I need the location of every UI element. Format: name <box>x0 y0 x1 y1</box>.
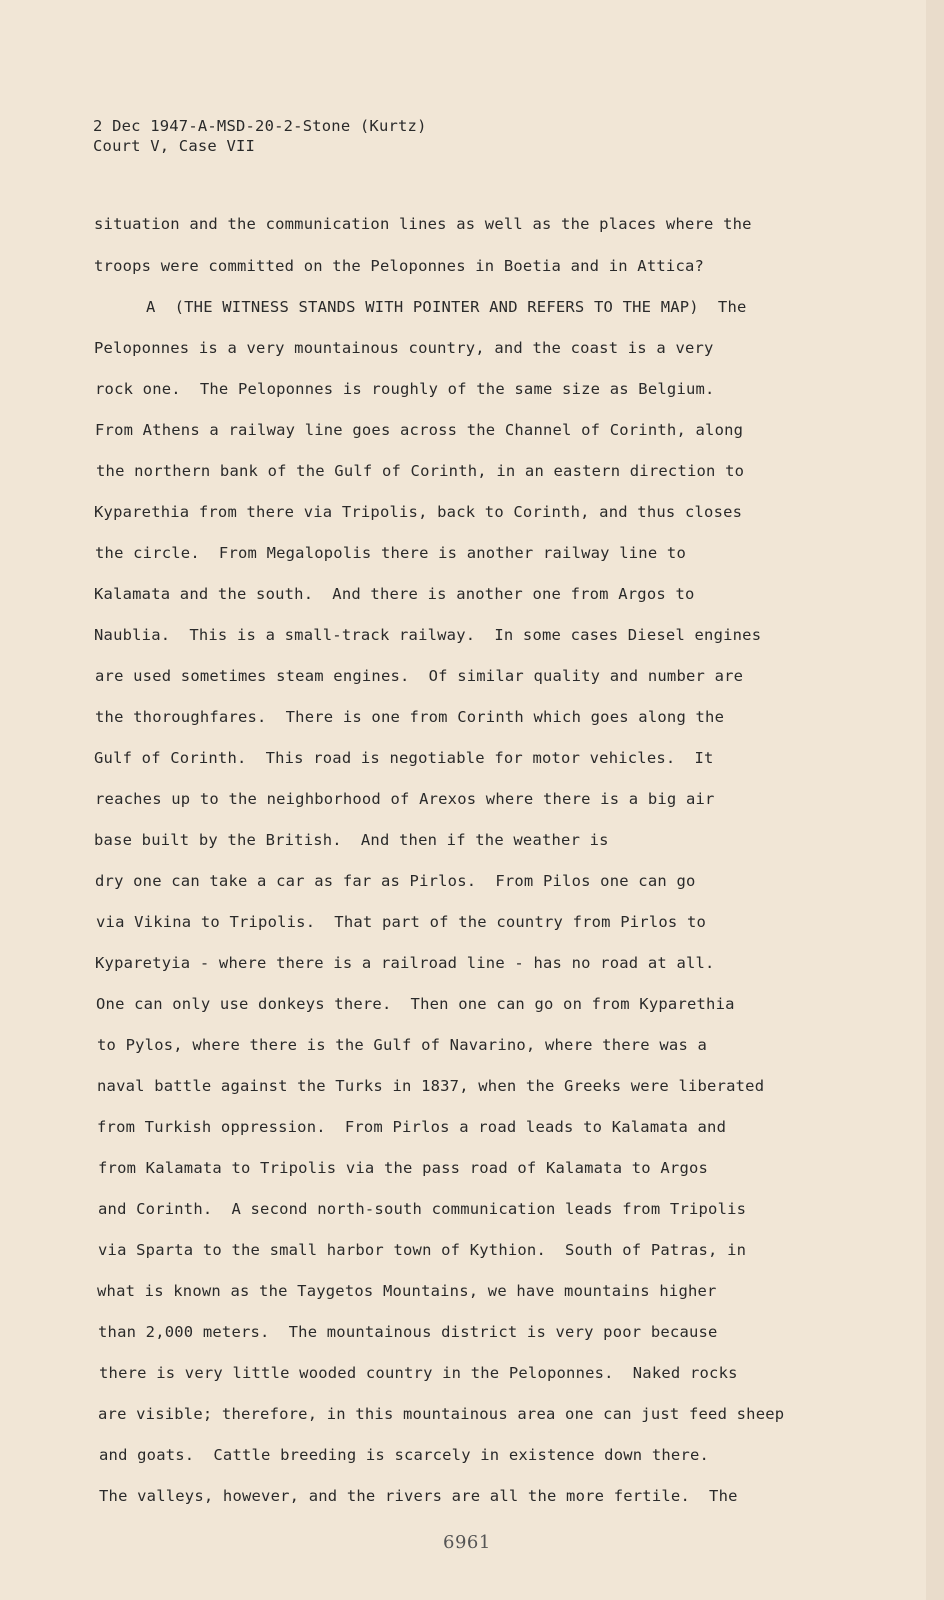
transcript-line: the northern bank of the Gulf of Corinth, in an eastern direction to <box>96 462 745 480</box>
transcript-line: the thoroughfares. There is one from Corinth which goes along the <box>95 708 725 726</box>
transcript-line: via Sparta to the small harbor town of Kythion. South of Patras, in <box>98 1241 747 1259</box>
transcript-line: The valleys, however, and the rivers are all the more fertile. The <box>99 1487 738 1505</box>
transcript-line: what is known as the Taygetos Mountains, we have mountains higher <box>97 1282 717 1300</box>
transcript-line: troops were committed on the Peloponnes in Boetia and in Attica? <box>94 257 705 275</box>
header-court-case: Court V, Case VII <box>93 137 256 155</box>
transcript-line: Kyparetyia - where there is a railroad line - has no road at all. <box>95 954 715 972</box>
page-number: 6961 <box>443 1532 491 1553</box>
transcript-line: are used sometimes steam engines. Of similar quality and number are <box>95 667 744 685</box>
transcript-line: dry one can take a car as far as Pirlos. From Pilos one can go <box>95 872 696 890</box>
transcript-line: reaches up to the neighborhood of Arexos where there is a big air <box>95 790 715 808</box>
transcript-line: situation and the communication lines as well as the places where the <box>94 215 752 233</box>
transcript-line: there is very little wooded country in the Peloponnes. Naked rocks <box>99 1364 738 1382</box>
transcript-line: From Athens a railway line goes across the Channel of Corinth, along <box>95 421 744 439</box>
transcript-line: and Corinth. A second north-south communication leads from Tripolis <box>98 1200 747 1218</box>
transcript-line: One can only use donkeys there. Then one can go on from Kyparethia <box>96 995 735 1013</box>
transcript-line: Kyparethia from there via Tripolis, back to Corinth, and thus closes <box>94 503 743 521</box>
document-header <box>93 116 427 156</box>
transcript-line: from Kalamata to Tripolis via the pass road of Kalamata to Argos <box>98 1159 709 1177</box>
header-date-reference: 2 Dec 1947-A-MSD-20-2-Stone (Kurtz) <box>93 117 427 135</box>
transcript-line: to Pylos, where there is the Gulf of Navarino, where there was a <box>97 1036 708 1054</box>
transcript-line: rock one. The Peloponnes is roughly of the same size as Belgium. <box>95 380 715 398</box>
transcript-line: are visible; therefore, in this mountainous area one can just feed sheep <box>98 1405 785 1423</box>
transcript-line: Peloponnes is a very mountainous country, and the coast is a very <box>94 339 714 357</box>
transcript-line: base built by the British. And then if the weather is <box>94 831 609 849</box>
transcript-line: via Vikina to Tripolis. That part of the country from Pirlos to <box>96 913 707 931</box>
transcript-line: naval battle against the Turks in 1837, when the Greeks were liberated <box>97 1077 765 1095</box>
transcript-line: A (THE WITNESS STANDS WITH POINTER AND REFERS TO THE MAP) The <box>146 298 747 316</box>
transcript-line: and goats. Cattle breeding is scarcely in existence down there. <box>99 1446 710 1464</box>
transcript-line: the circle. From Megalopolis there is another railway line to <box>95 544 686 562</box>
transcript-line: Gulf of Corinth. This road is negotiable for motor vehicles. It <box>94 749 714 767</box>
transcript-line: than 2,000 meters. The mountainous district is very poor because <box>98 1323 718 1341</box>
transcript-line: from Turkish oppression. From Pirlos a road leads to Kalamata and <box>97 1118 727 1136</box>
transcript-line: Kalamata and the south. And there is another one from Argos to <box>94 585 695 603</box>
transcript-line: Naublia. This is a small-track railway. In some cases Diesel engines <box>94 626 762 644</box>
